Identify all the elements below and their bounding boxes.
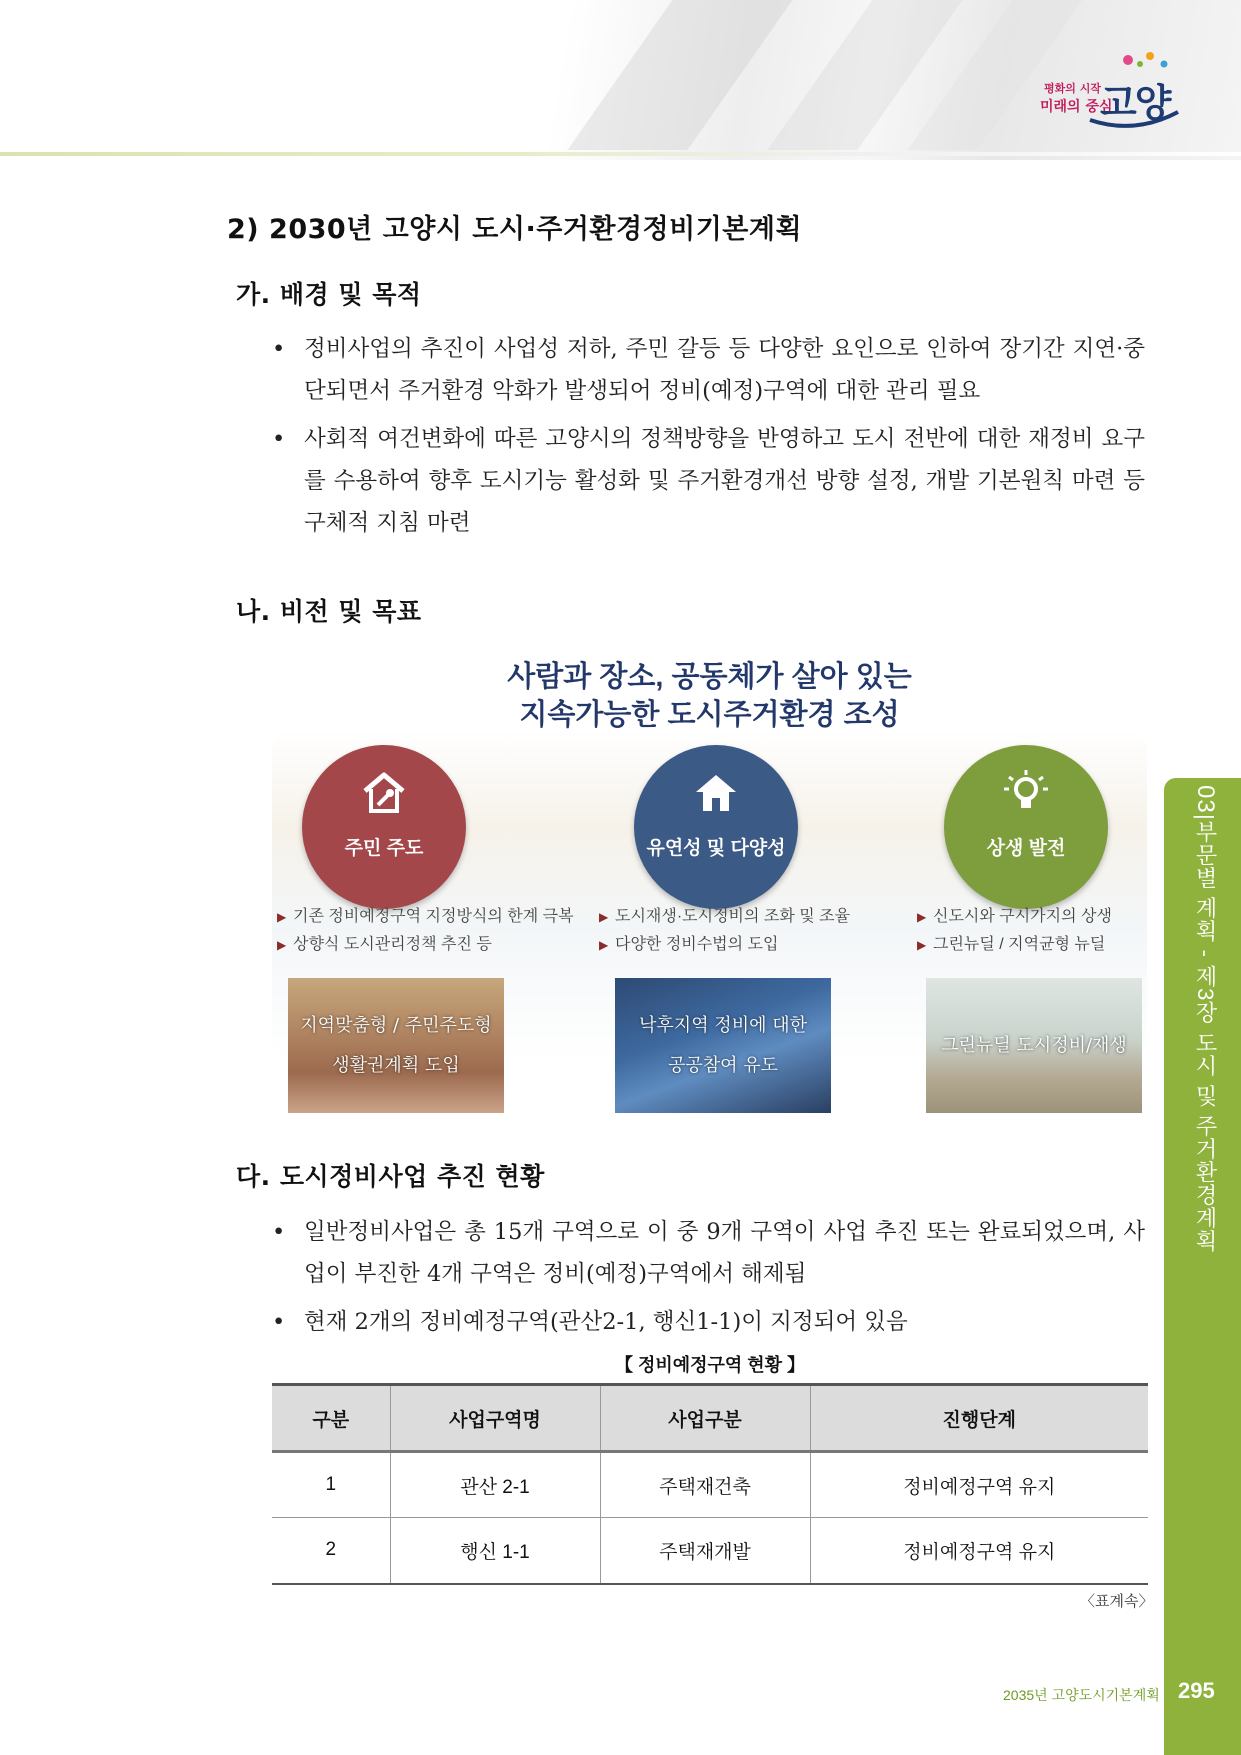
goal-circle-resident-led — [302, 745, 466, 909]
goal-photo — [926, 978, 1142, 1113]
logo-slogan-line1: 평화의 시작 — [1044, 82, 1101, 95]
table-cell: 관산 2-1 — [390, 1452, 600, 1518]
table-continued-note: 〈표계속〉 — [1080, 1593, 1154, 1610]
chapter-number: 03 — [1192, 785, 1219, 814]
goal-points — [599, 903, 850, 959]
goal-points — [917, 903, 1112, 959]
goal-photo — [615, 978, 831, 1113]
photo-caption — [288, 978, 504, 1113]
photo-caption-line1: 그린뉴딜 도시정비/재생 — [941, 1034, 1127, 1056]
goyang-logo — [1030, 50, 1180, 130]
goal-points — [277, 903, 574, 959]
table-cell: 2 — [272, 1518, 390, 1584]
section-title: 2) 2030년 고양시 도시·주거환경정비기본계획 — [227, 214, 803, 245]
column-header: 사업구역명 — [390, 1385, 600, 1452]
table-cell: 주택재건축 — [600, 1452, 810, 1518]
designated-area-table — [272, 1383, 1148, 1585]
goal-point: ▶ 기존 정비예정구역 지정방식의 한계 극복 — [277, 903, 574, 931]
table-row — [272, 1518, 1148, 1584]
subsection-heading-background: 가. 배경 및 목적 — [236, 280, 422, 309]
vision-diagram — [272, 650, 1147, 1120]
logo-name: 고양 — [1100, 81, 1170, 125]
goal-label: 주민 주도 — [344, 838, 424, 859]
photo-caption — [615, 978, 831, 1113]
goal-label: 유연성 및 다양성 — [646, 838, 786, 859]
bullet-item: • 현재 2개의 정비예정구역(관산2-1, 행신1-1)이 지정되어 있음 — [270, 1301, 1145, 1343]
bullet-item: • 정비사업의 추진이 사업성 저하, 주민 갈등 등 다양한 요인으로 인하여 장기간 지연·중단되면서 주거환경 악화가 발생되어 정비(예정)구역에 대한 관리 필요 — [270, 328, 1145, 412]
header-rule — [0, 152, 1241, 156]
photo-caption-line2: 생활권계획 도입 — [332, 1054, 460, 1076]
photo-caption-line1: 지역맞춤형 / 주민주도형 — [300, 1014, 492, 1036]
photo-caption — [926, 978, 1142, 1113]
subsection-heading-status: 다. 도시정비사업 추진 현황 — [236, 1162, 545, 1191]
vision-title — [272, 658, 1147, 734]
chapter-title: 부문별 계획 - 제3장 도시 및 주거환경계획 — [1193, 820, 1218, 1253]
house-icon — [691, 767, 741, 817]
goal-circle-coexistence — [944, 745, 1108, 909]
house-wrench-icon — [359, 767, 409, 817]
table-header-row — [272, 1385, 1148, 1452]
table-cell: 행신 1-1 — [390, 1518, 600, 1584]
chapter-label — [1181, 785, 1221, 1253]
logo-slogan-line2: 미래의 중심 — [1040, 99, 1113, 115]
vision-title-line2: 지속가능한 도시주거환경 조성 — [519, 699, 900, 731]
column-header: 구분 — [272, 1385, 390, 1452]
vision-title-line1: 사람과 장소, 공동체가 살아 있는 — [507, 661, 912, 693]
table-row — [272, 1452, 1148, 1518]
page-number: 295 — [1178, 1678, 1215, 1703]
subsection-heading-vision: 나. 비전 및 목표 — [236, 597, 422, 626]
bullet-item: • 일반정비사업은 총 15개 구역으로 이 중 9개 구역이 사업 추진 또는 완료되었으며, 사업이 부진한 4개 구역은 정비(예정)구역에서 해제됨 — [270, 1211, 1145, 1295]
table-cell: 정비예정구역 유지 — [810, 1518, 1148, 1584]
bullet-item: • 사회적 여건변화에 따른 고양시의 정책방향을 반영하고 도시 전반에 대한 재정비 요구를 수용하여 향후 도시기능 활성화 및 주거환경개선 방향 설정, 개발 기본원칙 마련 등 구체적 지침 마련 — [270, 418, 1145, 544]
footer-plan-name: 2035년 고양도시기본계획 — [1003, 1687, 1160, 1703]
goal-point: ▶ 상향식 도시관리정책 추진 등 — [277, 931, 574, 959]
table-caption: 【 정비예정구역 현황 】 — [614, 1355, 806, 1375]
goal-point: ▶ 신도시와 구시가지의 상생 — [917, 903, 1112, 931]
photo-caption-line2: 공공참여 유도 — [667, 1054, 779, 1076]
column-header: 사업구분 — [600, 1385, 810, 1452]
goal-point: ▶ 그린뉴딜 / 지역균형 뉴딜 — [917, 931, 1112, 959]
column-header: 진행단계 — [810, 1385, 1148, 1452]
lightbulb-icon — [1001, 767, 1051, 817]
goal-photo — [288, 978, 504, 1113]
status-bullets — [270, 1211, 1145, 1349]
table-cell: 주택재개발 — [600, 1518, 810, 1584]
goal-label: 상생 발전 — [986, 838, 1066, 859]
background-bullets — [270, 328, 1145, 550]
table-cell: 1 — [272, 1452, 390, 1518]
goal-point: ▶ 도시재생·도시정비의 조화 및 조율 — [599, 903, 850, 931]
photo-caption-line1: 낙후지역 정비에 대한 — [639, 1014, 807, 1036]
table-cell: 정비예정구역 유지 — [810, 1452, 1148, 1518]
goal-point: ▶ 다양한 정비수법의 도입 — [599, 931, 850, 959]
goal-circle-flexibility — [634, 745, 798, 909]
chapter-divider: | — [1193, 813, 1218, 821]
